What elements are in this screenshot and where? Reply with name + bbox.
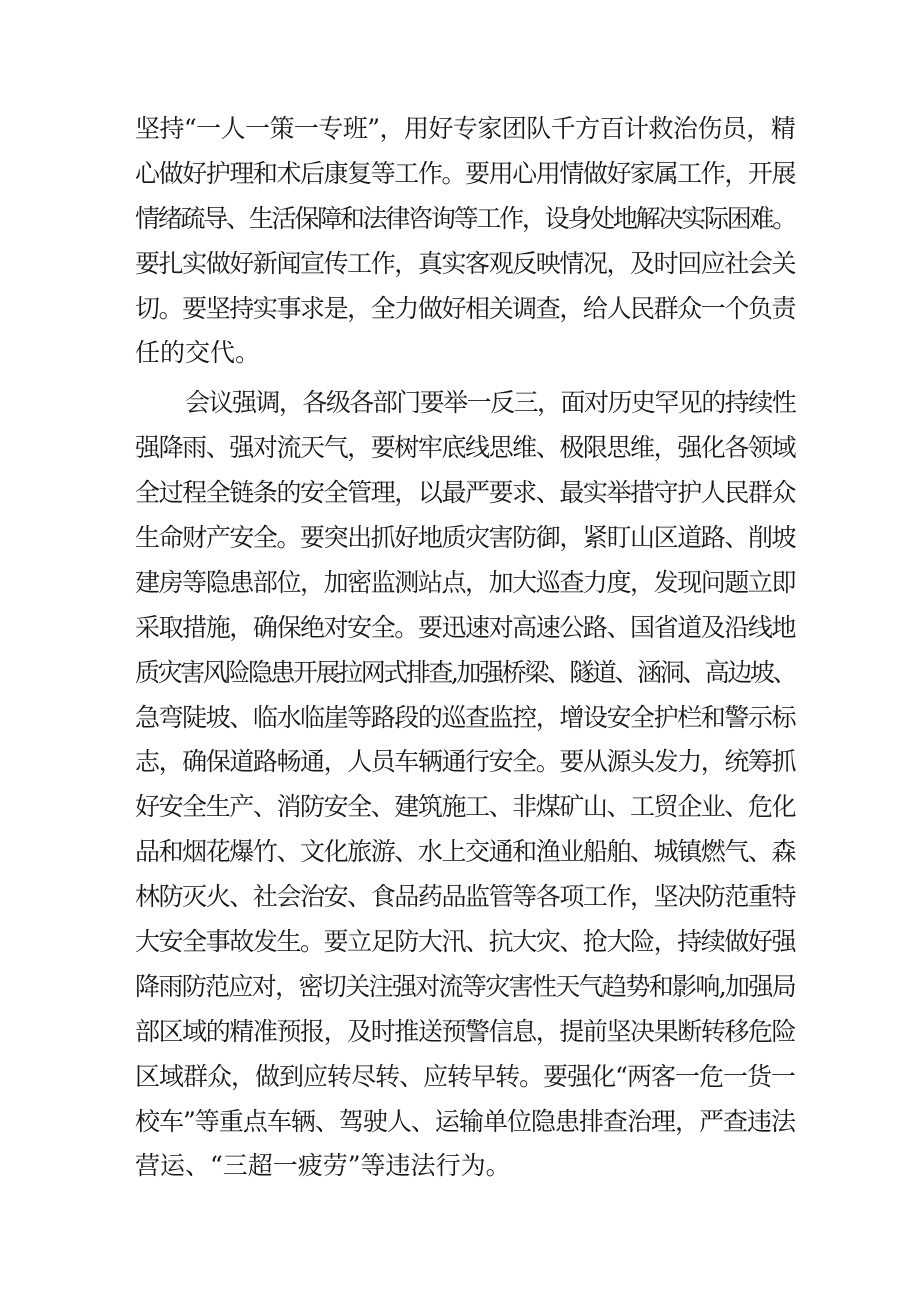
text-line: 建房等隐患部位，加密监测站点，加大巡查力度，发现问题立即: [135, 567, 795, 597]
text-line: 林防灭火、社会治安、食品药品监管等各项工作，坚决防范重特: [135, 882, 795, 912]
text-line: 采取措施，确保绝对安全。要迅速对高速公路、国省道及沿线地: [135, 612, 795, 642]
text-line: 营运、“三超一疲劳”等违法行为。: [135, 1151, 511, 1181]
paragraph-1: [135, 107, 795, 376]
document-body: [135, 107, 795, 1189]
text-line: 好安全生产、消防安全、建筑施工、非煤矿山、工贸企业、危化: [135, 792, 795, 822]
text-line: 部区域的精准预报，及时推送预警信息，提前坚决果断转移危险: [135, 1016, 795, 1046]
text-line: 质灾害风险隐患开展拉网式排查,加强桥梁、隧道、涵洞、高边坡、: [135, 657, 795, 687]
text-line: 区域群众，做到应转尽转、应转早转。要强化“两客一危一货一: [135, 1061, 795, 1091]
text-line: 要扎实做好新闻宣传工作，真实客观反映情况，及时回应社会关: [135, 248, 795, 278]
text-line: 全过程全链条的安全管理，以最严要求、最实举措守护人民群众: [135, 478, 795, 508]
text-line: 强降雨、强对流天气，要树牢底线思维、极限思维，强化各领域: [135, 433, 795, 463]
text-line: 任的交代。: [135, 338, 261, 368]
text-line: 志，确保道路畅通，人员车辆通行安全。要从源头发力，统筹抓: [135, 747, 795, 777]
text-line: 大安全事故发生。要立足防大汛、抗大灾、抢大险，持续做好强: [135, 927, 795, 957]
text-line: 切。要坚持实事求是，全力做好相关调查，给人民群众一个负责: [135, 293, 795, 323]
text-line: 会议强调，各级各部门要举一反三，面对历史罕见的持续性: [185, 388, 795, 418]
text-line: 心做好护理和术后康复等工作。要用心用情做好家属工作，开展: [135, 158, 795, 188]
paragraph-2: [135, 381, 795, 1189]
text-line: 急弯陡坡、临水临崖等路段的巡查监控，增设安全护栏和警示标: [135, 702, 795, 732]
text-line: 情绪疏导、生活保障和法律咨询等工作，设身处地解决实际困难。: [135, 203, 795, 233]
text-line: 降雨防范应对，密切关注强对流等灾害性天气趋势和影响,加强局: [135, 971, 795, 1001]
text-line: 坚持“一人一策一专班”，用好专家团队千方百计救治伤员，精: [135, 114, 795, 143]
text-line: 校车”等重点车辆、驾驶人、运输单位隐患排查治理，严查违法: [135, 1106, 795, 1136]
text-line: 品和烟花爆竹、文化旅游、水上交通和渔业船舶、城镇燃气、森: [135, 837, 795, 867]
text-line: 生命财产安全。要突出抓好地质灾害防御，紧盯山区道路、削坡: [135, 523, 795, 553]
